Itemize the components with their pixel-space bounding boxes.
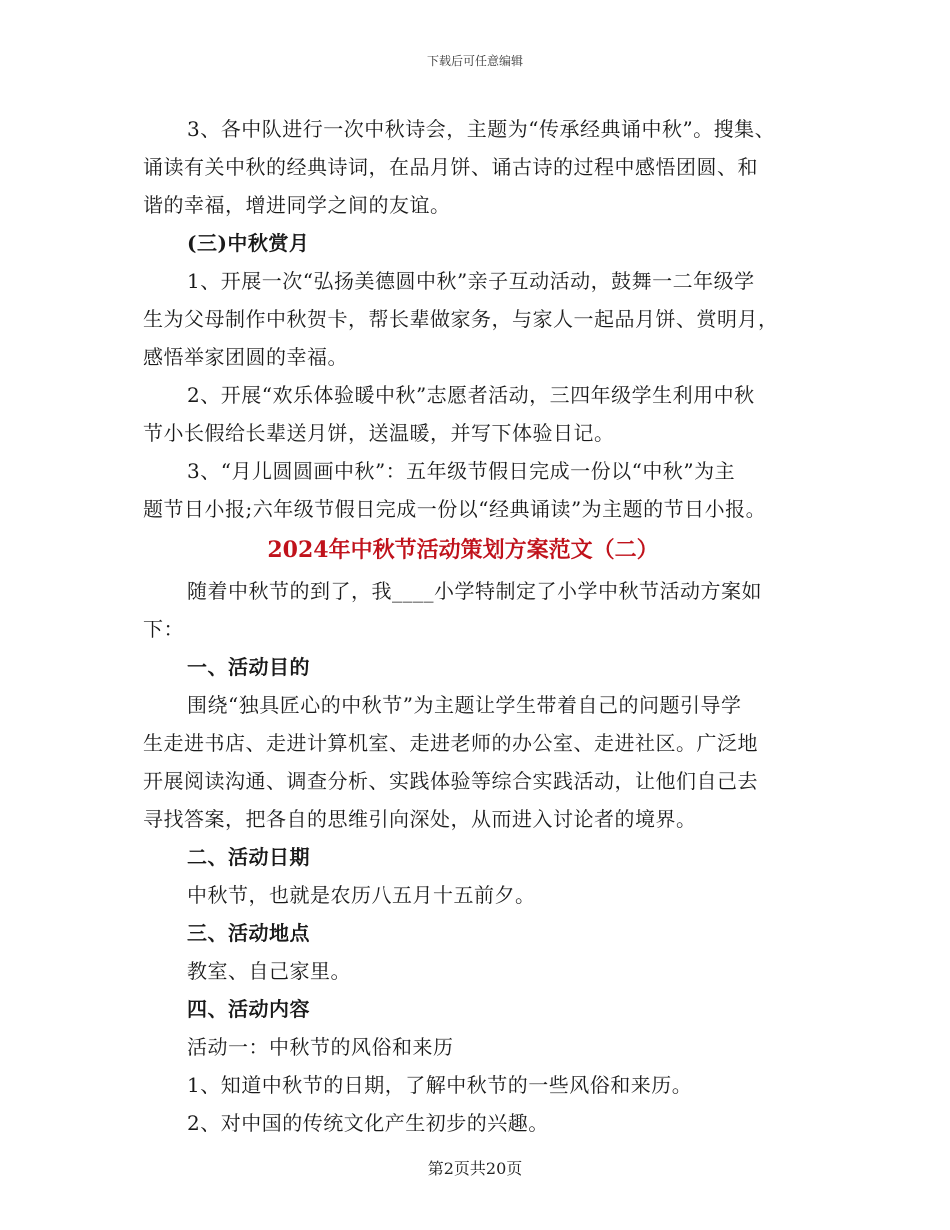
section-heading: 四、活动内容 — [187, 997, 310, 1021]
section-heading: (三)中秋赏月 — [187, 231, 310, 255]
text-line: 题节日小报;六年级节假日完成一份以“经典诵读”为主题的节日小报。 — [143, 497, 767, 521]
text-line: 活动一：中秋节的风俗和来历 — [187, 1035, 454, 1059]
text-line: 围绕“独具匠心的中秋节”为主题让学生带着自己的问题引导学 — [187, 693, 742, 717]
text-line: 诵读有关中秋的经典诗词，在品月饼、诵古诗的过程中感悟团圆、和 — [143, 155, 758, 179]
text-line: 生为父母制作中秋贺卡，帮长辈做家务，与家人一起品月饼、赏明月， — [143, 307, 779, 331]
text-line: 教室、自己家里。 — [187, 959, 351, 983]
document-body — [143, 110, 823, 1142]
section-title: 2024年中秋节活动策划方案范文（二） — [267, 537, 659, 563]
text-line: 中秋节，也就是农历八五月十五前夕。 — [187, 883, 536, 907]
text-line: 2、开展“欢乐体验暖中秋”志愿者活动，三四年级学生利用中秋 — [187, 383, 755, 407]
section-heading: 二、活动日期 — [187, 845, 310, 869]
page-header-note: 下载后可任意编辑 — [426, 54, 523, 68]
text-line: 生走进书店、走进计算机室、走进老师的办公室、走进社区。广泛地 — [143, 731, 758, 755]
text-line: 下： — [143, 617, 184, 641]
section-heading: 一、活动目的 — [187, 655, 310, 679]
page-footer-number: 第2页共20页 — [427, 1159, 523, 1178]
text-line: 感悟举家团圆的幸福。 — [143, 345, 348, 369]
text-line: 寻找答案，把各自的思维引向深处，从而进入讨论者的境界。 — [143, 807, 697, 831]
text-line: 节小长假给长辈送月饼，送温暖，并写下体验日记。 — [143, 421, 615, 445]
section-heading: 三、活动地点 — [187, 921, 310, 945]
text-line: 谐的幸福，增进同学之间的友谊。 — [143, 193, 451, 217]
text-line: 3、各中队进行一次中秋诗会，主题为“传承经典诵中秋”。搜集、 — [187, 117, 776, 141]
text-line: 随着中秋节的到了，我____小学特制定了小学中秋节活动方案如 — [187, 579, 762, 603]
text-line: 1、知道中秋节的日期，了解中秋节的一些风俗和来历。 — [187, 1073, 693, 1097]
text-line: 开展阅读沟通、调查分析、实践体验等综合实践活动，让他们自己去 — [143, 769, 758, 793]
text-line: 2、对中国的传统文化产生初步的兴趣。 — [187, 1111, 549, 1135]
text-line: 3、“月儿圆圆画中秋”：五年级节假日完成一份以“中秋”为主 — [187, 459, 736, 483]
text-line: 1、开展一次“弘扬美德圆中秋”亲子互动活动，鼓舞一二年级学 — [187, 269, 755, 293]
